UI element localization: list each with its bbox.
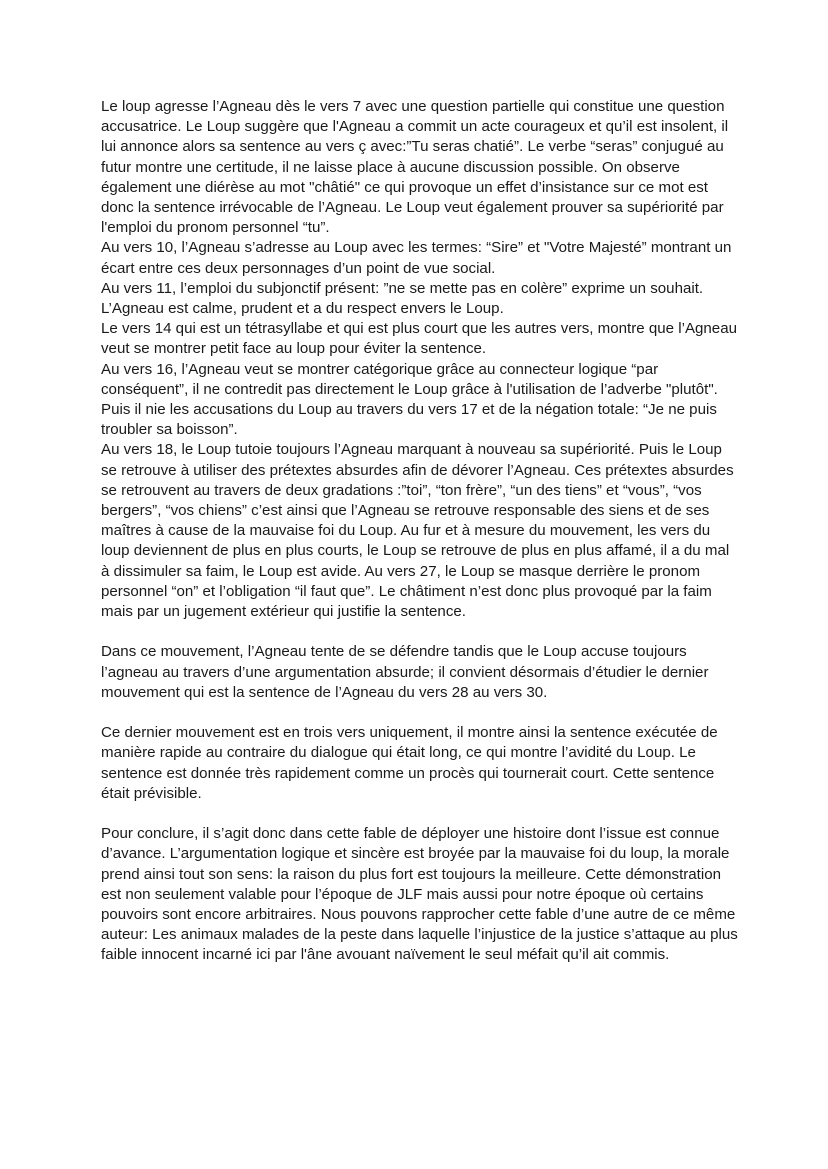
paragraph-analysis-vers-14: Le vers 14 qui est un tétrasyllabe et qui est plus court que les autres vers, montre que l’Agneau veut se montrer petit face au loup pour éviter la sentence. bbox=[101, 320, 737, 358]
paragraph-analysis-vers-7: Le loup agresse l’Agneau dès le vers 7 avec une question partielle qui constitue une question accusatrice. Le Loup suggère que l'Agneau a commit un acte courageux et qu’il est insolent, il lui annonce alors sa sentence au vers ç avec:”Tu seras chatié”. Le verbe “seras” conjugué au futur montre une certitude, il ne laisse place à aucune discussion possible. On observe également une diérèse au mot "châtié" ce qui provoque un effet d’insistance sur ce mot est donc la sentence irrévocable de l’Agneau. Le Loup veut également prouver sa supériorité par l'emploi du pronom personnel “tu”. bbox=[101, 98, 729, 237]
paragraph-conclusion: Pour conclure, il s’agit donc dans cette fable de déployer une histoire dont l’issue est connue d’avance. L’argumentation logique et sincère est broyée par la mauvaise foi du loup, la morale prend ainsi tout son sens: la raison du plus fort est toujours la meilleure. Cette démonstration est non seulement valable pour l’époque de JLF mais aussi pour notre époque où certains pouvoirs sont encore arbitraires. Nous pouvons rapprocher cette fable d’une autre de ce même auteur: Les animaux malades de la peste dans laquelle l’injustice de la justice s’attaque au plus faible innocent incarné ici par l'âne avouant naïvement le seul méfait qu’il ait commis. bbox=[101, 825, 738, 964]
paragraph-analysis-vers-10: Au vers 10, l’Agneau s’adresse au Loup avec les termes: “Sire” et "Votre Majesté” montrant un écart entre ces deux personnages d’un point de vue social. bbox=[101, 239, 732, 277]
paragraph-analysis-vers-16: Au vers 16, l’Agneau veut se montrer catégorique grâce au connecteur logique “par conséquent”, il ne contredit pas directement le Loup grâce à l'utilisation de l’adverbe "plutôt". Puis il nie les accusations du Loup au travers du vers 17 et de la négation totale: “Je ne puis troubler sa boisson”. bbox=[101, 360, 718, 439]
paragraph-gap bbox=[101, 804, 741, 824]
paragraph-gap bbox=[101, 622, 741, 642]
paragraph-last-movement: Ce dernier mouvement est en trois vers uniquement, il montre ainsi la sentence exécutée de manière rapide au contraire du dialogue qui était long, ce qui montre l’avidité du Loup. Le sentence est donnée très rapidement comme un procès qui tournerait court. Cette sentence était prévisible. bbox=[101, 724, 718, 802]
paragraph-analysis-vers-11: Au vers 11, l’emploi du subjonctif présent: ”ne se mette pas en colère” exprime un souhait. L’Agneau est calme, prudent et a du respect envers le Loup. bbox=[101, 279, 704, 318]
paragraph-gap bbox=[101, 703, 741, 723]
paragraph-analysis-vers-18: Au vers 18, le Loup tutoie toujours l’Agneau marquant à nouveau sa supériorité. Puis le Loup se retrouve à utiliser des prétextes absurdes afin de dévorer l’Agneau. Ces prétextes absurdes se retrouvent au travers de deux gradations :”toi”, “ton frère”, “un des tiens” et “vous”, “vos bergers”, “vos chiens” c’est ainsi que l’Agneau se retrouve responsable des siens et de ses maîtres à cause de la mauvaise foi du Loup. Au fur et à mesure du mouvement, les vers du loup deviennent de plus en plus courts, le Loup se retrouve de plus en plus affamé, il a du mal à dissimuler sa faim, le Loup est avide. Au vers 27, le Loup se masque derrière le pronom personnel “on” et l’obligation “il faut que”. Le châtiment n’est donc plus provoqué par la faim mais par un jugement extérieur qui justifie la sentence. bbox=[101, 441, 734, 621]
paragraph-transition: Dans ce mouvement, l’Agneau tente de se défendre tandis que le Loup accuse toujours l’agneau au travers d’une argumentation absurde; il convient désormais d’étudier le dernier mouvement qui est la sentence de l’Agneau du vers 28 au vers 30. bbox=[101, 643, 709, 701]
document-body bbox=[101, 97, 741, 966]
